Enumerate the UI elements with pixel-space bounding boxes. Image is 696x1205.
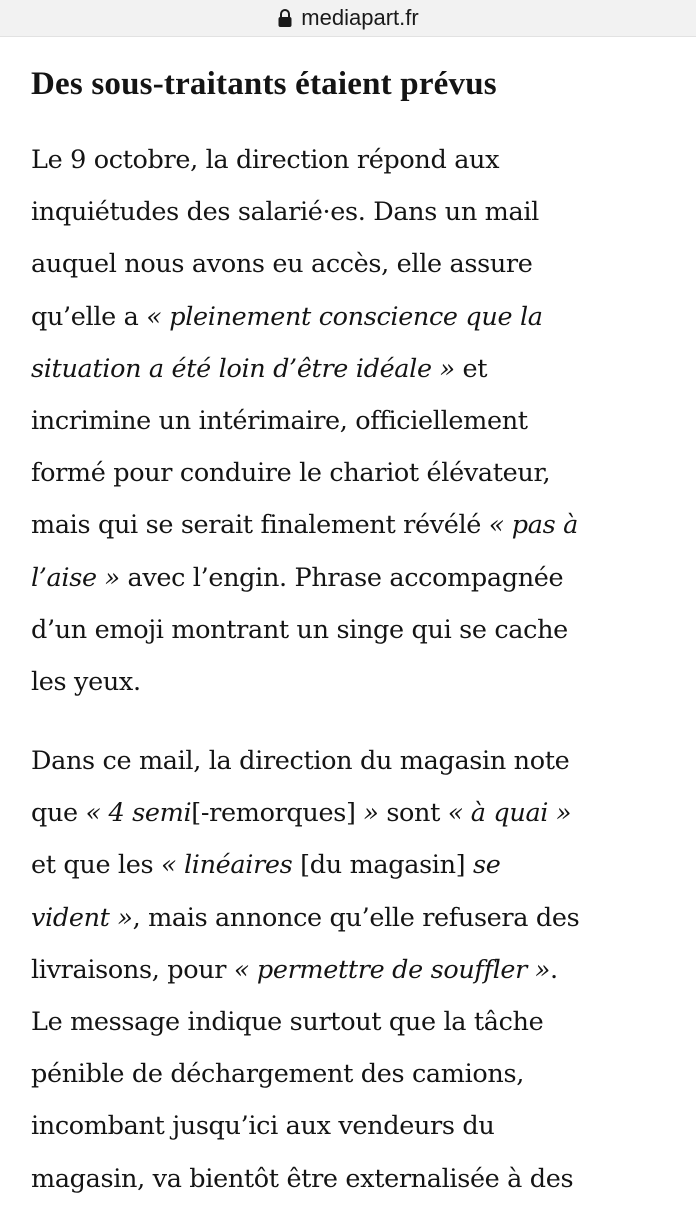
paragraph-1 [31,134,671,708]
text-run: sont [378,798,448,829]
text-line [31,291,671,343]
text-line [31,892,671,944]
text-run: et [454,353,488,384]
text-run: [du magasin] [292,850,474,881]
text-run: que [31,798,86,829]
text-run: Dans ce mail, la direction du magasin note [31,746,570,777]
text-line [31,944,671,996]
quote-text: « 4 semi [85,798,192,829]
text-line [31,996,671,1048]
text-run: magasin, va bientôt être externalisée à des [31,1163,574,1194]
quote-text: « pleinement conscience que la [146,301,543,332]
text-run: mais qui se serait finalement révélé [31,510,489,541]
text-run: avec l’engin. Phrase accompagnée [119,562,564,593]
quote-text: « pas à [488,510,578,541]
lock-icon [277,8,293,28]
text-run: , mais annonce qu’elle refusera des [132,902,580,933]
quote-text: vident » [31,902,133,933]
url-text: mediapart.fr [301,5,419,30]
quote-text: situation a été loin d’être idéale » [31,353,455,384]
address-bar[interactable] [0,0,696,37]
quote-text: « permettre de souffler » [233,954,550,985]
text-line [31,656,671,708]
text-run: auquel nous avons eu accès, elle assure [31,249,533,280]
text-run: livraisons, pour [31,954,234,985]
text-line [31,134,671,186]
quote-text: se [473,850,501,881]
text-run: Le 9 octobre, la direction répond aux [31,145,500,175]
text-line [31,1048,671,1100]
text-run: incrimine un intérimaire, officiellement [31,405,528,436]
article-body [31,54,671,1205]
quote-text: « à quai » [447,798,572,829]
text-line [31,499,671,551]
text-line [31,395,671,447]
text-run: [-remorques] [191,798,364,829]
text-line [31,447,671,499]
quote-text: l’aise » [31,562,120,593]
text-line [31,839,671,891]
text-run: Le message indique surtout que la tâche [31,1007,544,1037]
text-line [31,1100,671,1152]
quote-text: » [363,798,379,829]
text-run: pénible de déchargement des camions, [31,1059,524,1090]
text-line [31,343,671,395]
text-run: et que les [31,850,161,881]
text-line [31,735,671,787]
text-run: formé pour conduire le chariot élévateur, [31,458,551,489]
text-run: les yeux. [31,666,141,697]
text-line [31,552,671,604]
text-run: qu’elle a [31,301,147,332]
text-line [31,186,671,238]
quote-text: « linéaires [160,850,293,881]
paragraph-2 [31,735,671,1205]
text-run: d’un emoji montrant un singe qui se cache [31,614,568,645]
text-line [31,787,671,839]
text-run: . [550,954,558,985]
section-heading: Des sous-traitants étaient prévus [31,66,497,102]
text-line [31,604,671,656]
text-line [31,1153,671,1205]
text-run: inquiétudes des salarié·es. Dans un mail [31,197,539,228]
text-run: incombant jusqu’ici aux vendeurs du [31,1111,495,1142]
text-line [31,238,671,290]
